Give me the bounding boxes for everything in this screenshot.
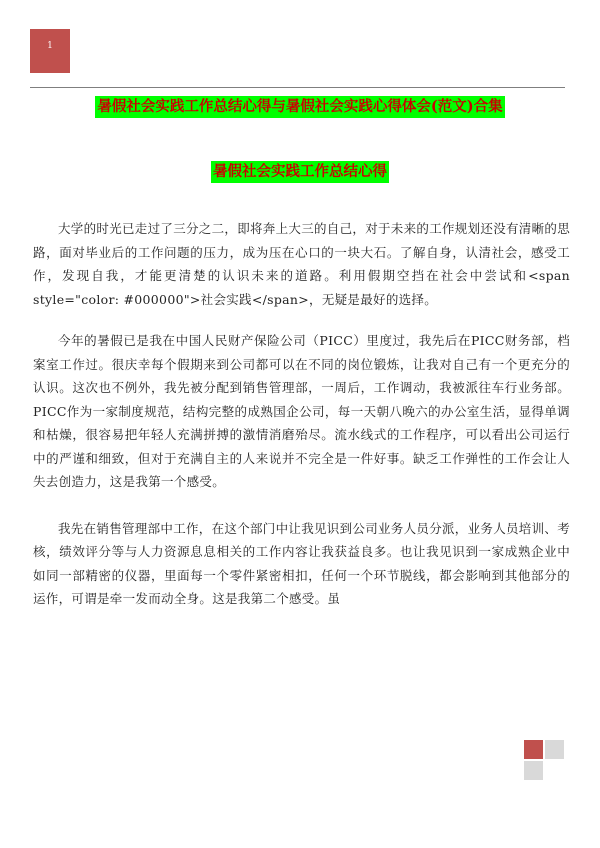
- paragraph-3: 我先在销售管理部中工作，在这个部门中让我见识到公司业务人员分派，业务人员培训、考核，绩效评分等与人力资源息息相关的工作内容让我获益良多。也让我见识到一家成熟企业中如同一部精密的仪器，里面每一个零件紧密相扣，任何一个环节脱线，都会影响到其他部分的运作，可谓是牵一发而动全身。这是我第二个感受。虽: [33, 520, 571, 606]
- header-divider: [30, 87, 565, 88]
- corner-square-gray: [524, 761, 543, 780]
- page-number: 1: [47, 41, 53, 51]
- page-number-badge: [30, 29, 70, 73]
- paragraph-2: 今年的暑假已是我在中国人民财产保险公司（PICC）里度过，我先后在PICC财务部，档案室工作过。很庆幸每个假期来到公司都可以在不同的岗位锻炼，让我对自己有一个更充分的认识。这次也不例外，我先被分配到销售管理部，一周后，工作调动，我被派往车行业务部。PICC作为一家制度规范，结构完整的成熟国企公司，每一天朝八晚六的办公室生活，显得单调和枯燥，很容易把年轻人充满拼搏的激情消磨殆尽。流水线式的工作程序，可以看出公司运行中的严谨和细致，但对于充满自主的人来说并不完全是一件好事。缺乏工作弹性的工作会让人失去创造力，这是我第一个感受。: [33, 333, 570, 489]
- section-title-container: [0, 161, 600, 183]
- corner-decoration: [524, 740, 564, 780]
- document-title-container: [0, 96, 600, 118]
- corner-square-gray: [545, 740, 564, 759]
- document-body: [33, 217, 570, 634]
- paragraph-1: 大学的时光已走过了三分之二，即将奔上大三的自己，对于未来的工作规划还没有清晰的思路，面对毕业后的工作问题的压力，成为压在心口的一块大石。了解自身，认清社会，感受工作，发现自我，才能更清楚的认识未来的道路。利用假期空挡在社会中尝试和<span style="color: #000000">社会实践</span>，无疑是最好的选择。: [33, 221, 571, 307]
- section-title: 暑假社会实践工作总结心得: [211, 161, 389, 183]
- document-title: 暑假社会实践工作总结心得与暑假社会实践心得体会(范文)合集: [95, 96, 504, 118]
- corner-square-red: [524, 740, 543, 759]
